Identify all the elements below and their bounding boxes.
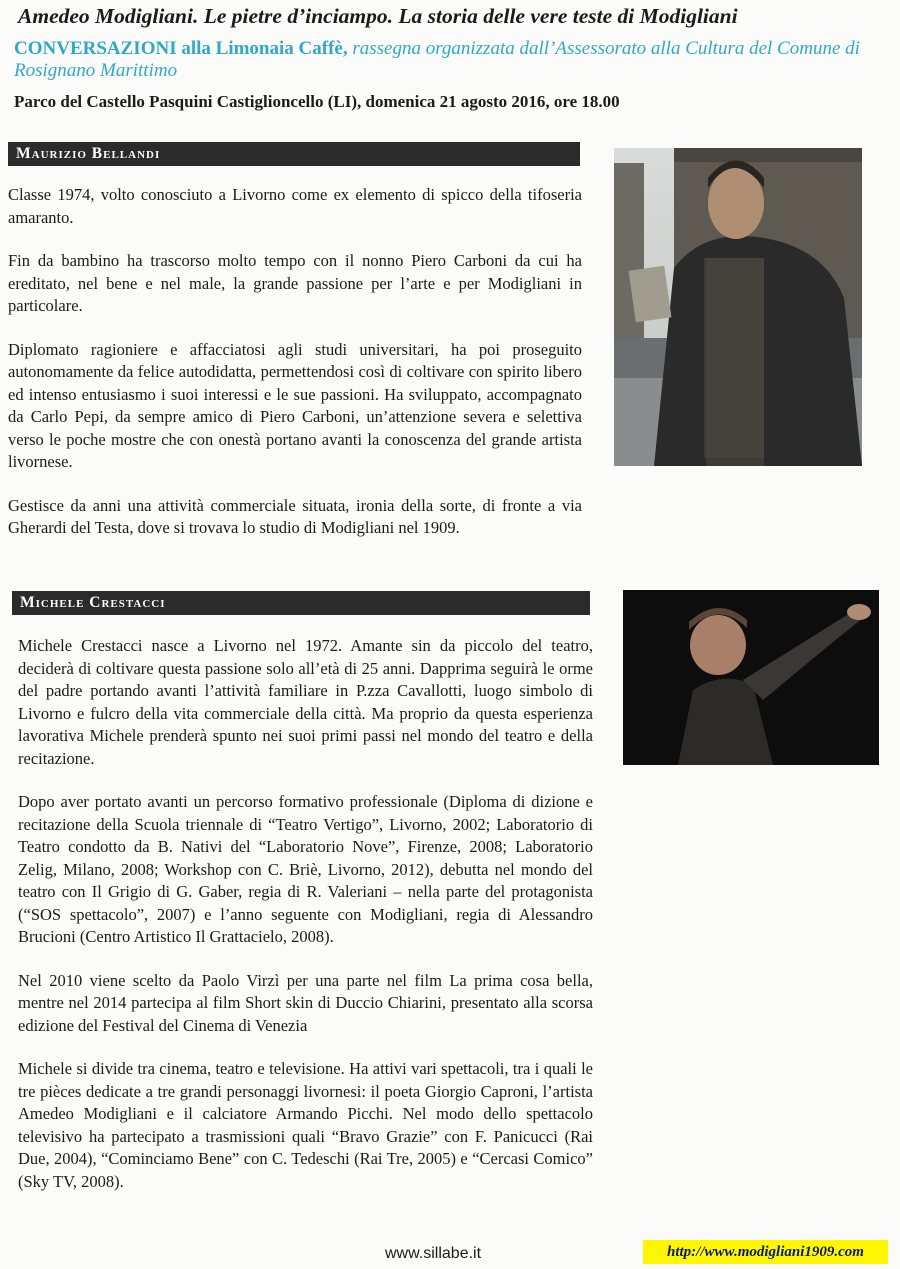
event-venue: Parco del Castello Pasquini Castiglioncello (LI), domenica 21 agosto 2016, ore 18.00 bbox=[14, 92, 620, 111]
page-title: Amedeo Modigliani. Le pietre d’inciampo. La storia delle vere teste di Modigliani bbox=[18, 4, 738, 28]
subtitle-organizer: rassegna organizzata dall’Assessorato alla Cultura del Comune di Rosignano Marittimo bbox=[14, 38, 860, 81]
man-with-book-photo bbox=[614, 148, 862, 466]
paragraph: Diplomato ragioniere e affacciatosi agli studi universitari, ha poi proseguito autonomamente da felice autodidatta, permettendosi così di coltivare con spirito libero ed intenso entusiasmo i suoi interessi e le sue passioni. Ha sviluppato, accompagnato da Carlo Pepi, da sempre amico di Piero Carboni, un’attenzione severa e selettiva verso le poche mostre che con onestà portano avanti la conoscenza del grande artista livornese. bbox=[8, 339, 582, 471]
paragraph: Michele si divide tra cinema, teatro e televisione. Ha attivi vari spettacoli, tra i quali le tre pièces dedicate a tre grandi personaggi livornesi: il poeta Giorgio Caproni, l’artista Amedeo Modigliani e il calciatore Armando Picchi. Nel modo dello spettacolo televisivo ha partecipato a trasmissioni quali “Bravo Grazie” con F. Panicucci (Rai Due, 2004), “Cominciamo Bene” con C. Tedeschi (Rai Tre, 2005) e “Cercasi Comico” (Sky TV, 2008). bbox=[18, 1059, 593, 1191]
paragraph: Nel 2010 viene scelto da Paolo Virzì per una parte nel film La prima cosa bella, mentre nel 2014 partecipa al film Short skin di Duccio Chiarini, presentato alla scorsa edizione del Festival del Cinema di Venezia bbox=[18, 970, 593, 1035]
paragraph: Dopo aver portato avanti un percorso formativo professionale (Diploma di dizione e recitazione della Scuola triennale di “Teatro Vertigo”, Livorno, 2002; Laboratorio di Teatro condotto da B. Nativi del “Laboratorio Nove”, Firenze, 2008; Laboratorio Zelig, Milano, 2008; Workshop con C. Briè, Livorno, 2012), debutta nel mondo del teatro con Il Grigio di G. Gaber, regia di R. Valeriani – nella parte del protagonista (“SOS spettacolo”, 2007) e l’anno seguente con Modigliani, regia di Alessandro Brucioni (Centro Artistico Il Grattacielo, 2008). bbox=[18, 792, 593, 946]
paragraph: Fin da bambino ha trascorso molto tempo con il nonno Piero Carboni da cui ha ereditato, nel bene e nel male, la grande passione per l’arte e per Modigliani in particolare. bbox=[8, 251, 582, 315]
section-heading-bellandi: Maurizio Bellandi bbox=[8, 142, 580, 166]
paragraph: Classe 1974, volto conosciuto a Livorno come ex elemento di spicco della tifoseria amaranto. bbox=[8, 185, 582, 227]
paragraph: Gestisce da anni una attività commerciale situata, ironia della sorte, di fronte a via Gherardi del Testa, dove si trovava lo studio di Modigliani nel 1909. bbox=[8, 495, 582, 537]
portrait-photo-bellandi bbox=[614, 148, 862, 466]
subtitle-series: CONVERSAZIONI alla Limonaia Caffè, bbox=[14, 38, 348, 59]
event-subtitle bbox=[14, 38, 874, 82]
actor-on-stage-photo bbox=[623, 590, 879, 765]
paragraph: Michele Crestacci nasce a Livorno nel 1972. Amante sin da piccolo del teatro, deciderà di coltivare questa passione solo all’età di 25 anni. Dapprima seguirà le orme del padre portando avanti l’attività familiare in P.zza Cavallotti, luogo simbolo di Livorno e fulcro della vita commerciale della città. Ma proprio da questa esperienza lavorativa Michele prenderà spunto nei suoi primi passi nel mondo del teatro e della recitazione. bbox=[18, 636, 593, 768]
section-body-bellandi bbox=[8, 184, 582, 540]
source-url-banner[interactable]: http://www.modigliani1909.com bbox=[643, 1240, 888, 1264]
section-heading-crestacci: Michele Crestacci bbox=[12, 591, 590, 615]
publisher-website: www.sillabe.it bbox=[385, 1245, 482, 1262]
portrait-photo-crestacci bbox=[623, 590, 879, 765]
section-body-crestacci bbox=[18, 635, 593, 1193]
